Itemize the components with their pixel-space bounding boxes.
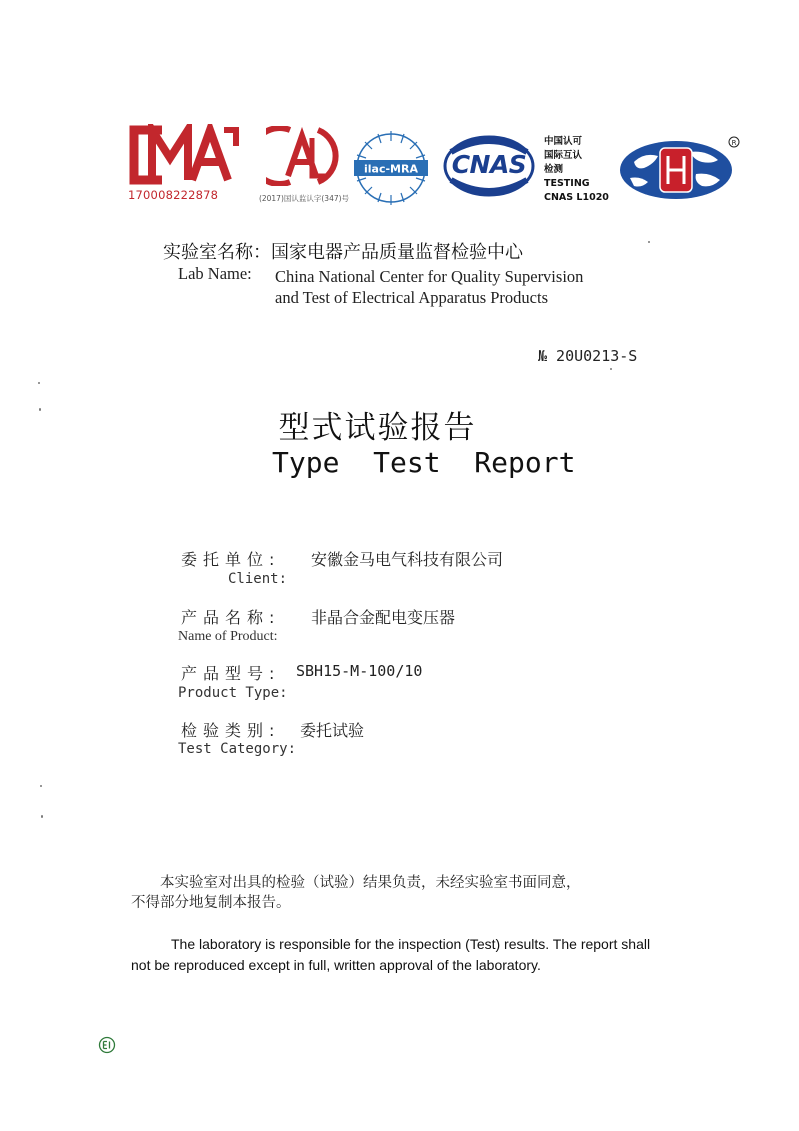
scan-speck [39,408,41,411]
product-type-label-cn: 产品型号: [181,664,281,683]
cnas-caption-line: 国际互认 [544,150,583,161]
report-number: № 20U0213-S [538,347,638,365]
disclaimer-en-line1: The laboratory is responsible for the inspection (Test) results. The report shall [171,936,651,952]
disclaimer-cn-line1: 本实验室对出具的检验（试验）结果负责，未经实验室书面同意， [160,875,581,891]
lab-name-en-label: Lab Name: [178,264,252,283]
scan-speck [40,785,42,787]
ilac-mra-icon [350,127,432,209]
title-en: Type Test Report [272,446,576,479]
cnas-caption [544,135,624,205]
globe-emblem-icon [614,134,742,202]
product-name-label-cn: 产品名称: [181,608,281,627]
scan-speck [648,241,650,243]
cal-logo [254,126,354,208]
cnas-caption-line: 中国认可 [544,136,583,147]
disclaimer-en-line2: not be reproduced except in full, written approval of the laboratory. [131,957,541,973]
title-cn: 型式试验报告 [278,410,477,446]
cnas-caption-line: TESTING [544,178,590,189]
title-cn-wrap [0,402,799,447]
test-category-label-cn: 检验类别: [181,721,281,740]
lab-name-en-line2: and Test of Electrical Apparatus Products [275,288,549,307]
cma-mark-icon [128,124,240,186]
cma-logo [128,124,240,206]
lab-name-en-line1: China National Center for Quality Supervision [275,267,584,286]
footer-mark-icon [98,1036,116,1054]
scan-speck [610,368,612,370]
test-category-label-en: Test Category: [178,741,297,757]
cnas-caption-line: CNAS L1020 [544,192,609,203]
client-value: 安徽金马电气科技有限公司 [311,550,504,569]
product-type-value: SBH15-M-100/10 [296,662,423,680]
product-name-value: 非晶合金配电变压器 [311,608,456,627]
lab-name-cn: 实验室名称：国家电器产品质量监督检验中心 [163,242,523,263]
client-label-en: Client: [228,571,288,587]
cnas-logo [443,134,535,198]
cal-number: (2017)国认监认字(347)号 [258,194,350,203]
cal-mark-icon [266,126,342,186]
svg-text:ilac-MRA: ilac-MRA [364,162,418,176]
cnas-caption-line: 检测 [544,164,564,175]
disclaimer-cn-line2: 不得部分地复制本报告。 [131,895,291,911]
cma-number: 170008222878 [128,188,219,202]
svg-text:R: R [731,139,737,147]
scan-speck [38,382,40,384]
scan-speck [41,815,43,818]
product-name-label-en: Name of Product: [178,629,278,644]
product-type-label-en: Product Type: [178,685,288,701]
cnas-mark: CNAS [451,150,527,179]
client-label-cn: 委托单位: [181,550,281,569]
test-category-value: 委托试验 [300,721,365,740]
